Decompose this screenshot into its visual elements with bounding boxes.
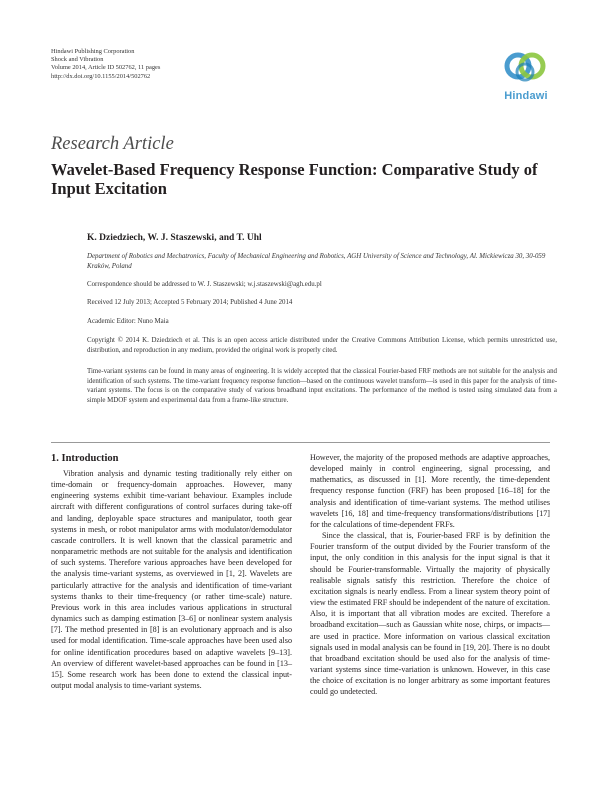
section-heading: 1. Introduction xyxy=(51,453,119,464)
journal-name: Shock and Vibration xyxy=(51,56,104,64)
academic-editor: Academic Editor: Nuno Maia xyxy=(87,318,169,325)
article-type: Research Article xyxy=(51,134,174,154)
paper-title: Wavelet-Based Frequency Response Function: Comparative Study of Input Excitation xyxy=(51,160,538,198)
publisher-line: Hindawi Publishing Corporation xyxy=(51,48,135,55)
right-column xyxy=(310,452,550,697)
volume-info: Volume 2014, Article ID 502762, 11 pages xyxy=(51,64,161,72)
hindawi-brand-text: Hindawi xyxy=(504,90,548,102)
affiliation: Department of Robotics and Mechatronics, Faculty of Mechanical Engineering and Robotics, AGH University of Science and Technology, Al. Mickiewicza 30, 30-059 Kraków, Poland xyxy=(87,253,546,270)
abstract: Time-variant systems can be found in many areas of engineering. It is widely accepted that the classical Fourier-based FRF methods are not suitable for the analysis and identification of such systems. The time-variant frequency response function—based on the continuous wavelet transform—is used in this paper for the analysis of time-variant systems. The focus is on the comparative study of various broadband input excitations. The performance of the method is tested using simulated data from a simple MDOF system and experimental data from a frame-like structure. xyxy=(87,368,557,404)
left-column xyxy=(51,468,292,691)
divider xyxy=(51,442,550,443)
intro-paragraph-1: Vibration analysis and dynamic testing traditionally rely either on time-domain or frequency-domain approaches. However, many engineering systems exhibit time-variant behaviour. Examples include aircraft with different configurations of control surfaces during take-off and landing, deployable space structures and manipulator, tooth gear systems in mesh, or robot manipulator arms with modulator/demodulator cascade controllers. It is well known that the classical parametric and nonparametric methods are not suitable for the analysis and identification of such systems. Therefore various approaches have been developed for the analysis time-variant systems, as overviewed in [1, 2]. Wavelets are particularly attractive for the analysis and identification of time-variant systems thanks to their time-frequency (or rather time-scale) nature. Previous work in this area includes various applications in structural dynamics such as damping estimation [3–6] or nonlinear system analysis [7]. The method presented in [8] is an evolutionary approach and is also used for modal identification. Time-scale approaches have been used also for online identification procedures based on adaptive wavelets [9–13]. An overview of different wavelet-based approaches can be found in [13–15]. Some research work has been done to extend the classical input-output modal analysis to time-variant systems. xyxy=(51,469,292,690)
intro-paragraph-2: However, the majority of the proposed methods are adaptive approaches, developed mainly in control engineering, signal processing, and mathematics, as discussed in [1]. More recently, the time-dependent frequency response function (FRF) has been proposed [16–18] for the analysis and identification of time-variant systems. The method utilises wavelets [16, 18] and time-frequency transformations/distributions [17] for the calculations of time-dependent FRFs. xyxy=(310,453,550,529)
copyright-notice: Copyright © 2014 K. Dziedziech et al. This is an open access article distributed under the Creative Commons Attribution License, which permits unrestricted use, distribution, and reproduction in any medium, provided the original work is properly cited. xyxy=(87,337,557,354)
doi-link[interactable]: http://dx.doi.org/10.1155/2014/502762 xyxy=(51,72,151,80)
publication-dates: Received 12 July 2013; Accepted 5 February 2014; Published 4 June 2014 xyxy=(87,299,293,306)
journal-header xyxy=(51,48,160,81)
authors: K. Dziedziech, W. J. Staszewski, and T. Uhl xyxy=(87,233,262,243)
intro-paragraph-3: Since the classical, that is, Fourier-based FRF is by definition the Fourier transform of the output divided by the Fourier transform of the input, the only condition in this analysis for the input signal is that it should be Fourier-transformable. Virtually the majority of physically realisable signals satisfy this restriction. Therefore the choice of excitation signals is nearly endless. From a linear system theory point of view the estimated FRF should be independent of the nature of excitation. Also, it is important that all vibration modes are excited. Therefore a broadband excitation—such as Gaussian white nose, chirps, or impacts—are used in practice. More information on various classical excitation signals used in modal analysis can be found in [19, 20]. There is no doubt that broadband excitation should be used also for the analysis of time-variant systems since time-variation is unknown. However, in this case the choice of excitation is no longer arbitrary as some important features could go undetected. xyxy=(310,531,550,697)
correspondence: Correspondence should be addressed to W. J. Staszewski; w.j.staszewski@agh.edu.pl xyxy=(87,281,322,288)
